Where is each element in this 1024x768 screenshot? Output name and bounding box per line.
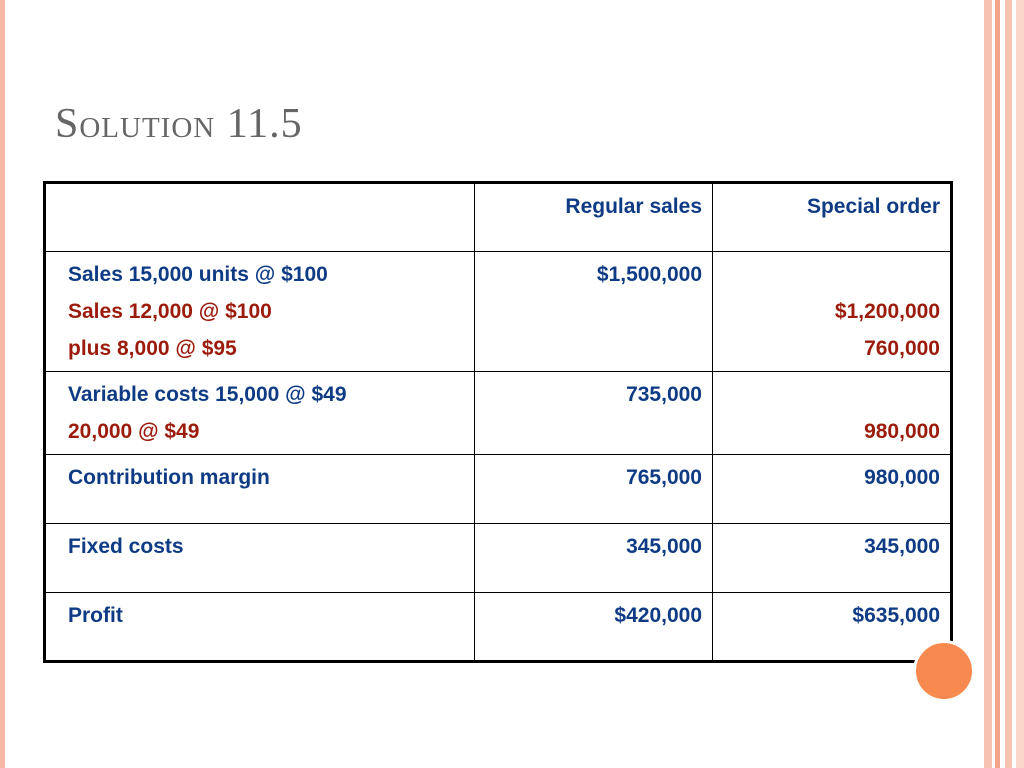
fixed-costs-row xyxy=(45,524,952,593)
sales-special-plus-value: 760,000 xyxy=(864,337,940,360)
profit-row xyxy=(45,593,952,662)
fixed-costs-label: Fixed costs xyxy=(45,524,475,593)
variable-costs-row xyxy=(45,372,952,455)
profit-label: Profit xyxy=(45,593,475,662)
sales-label-cell xyxy=(45,252,475,372)
variable-costs-regular-label: Variable costs 15,000 @ $49 xyxy=(68,383,347,406)
sales-special-value: $1,200,000 xyxy=(834,300,940,323)
variable-costs-special-label: 20,000 @ $49 xyxy=(68,420,200,443)
header-row xyxy=(45,183,952,252)
spacer xyxy=(723,256,940,293)
solution-table xyxy=(43,181,953,663)
fixed-costs-special: 345,000 xyxy=(713,524,952,593)
sales-regular-value: $1,500,000 xyxy=(596,263,702,286)
variable-costs-special-cell xyxy=(713,372,952,455)
variable-costs-label-cell xyxy=(45,372,475,455)
variable-costs-special-value: 980,000 xyxy=(864,420,940,443)
sales-regular-cell xyxy=(475,252,713,372)
sales-regular-label: Sales 15,000 units @ $100 xyxy=(68,263,328,286)
variable-costs-regular-value: 735,000 xyxy=(626,383,702,406)
profit-special: $635,000 xyxy=(713,593,952,662)
sales-special-plus-label: plus 8,000 @ $95 xyxy=(68,337,237,360)
decorative-orange-circle xyxy=(913,640,975,702)
header-special-order: Special order xyxy=(713,183,952,252)
header-empty-cell xyxy=(45,183,475,252)
variable-costs-regular-cell xyxy=(475,372,713,455)
spacer xyxy=(723,376,940,413)
sales-special-label: Sales 12,000 @ $100 xyxy=(68,300,272,323)
fixed-costs-regular: 345,000 xyxy=(475,524,713,593)
header-regular-sales: Regular sales xyxy=(475,183,713,252)
sales-special-cell xyxy=(713,252,952,372)
contribution-margin-regular: 765,000 xyxy=(475,455,713,524)
sales-row xyxy=(45,252,952,372)
contribution-margin-row xyxy=(45,455,952,524)
slide-title: Solution 11.5 xyxy=(55,101,303,147)
profit-regular: $420,000 xyxy=(475,593,713,662)
slide-right-stripes xyxy=(978,0,1024,768)
contribution-margin-label: Contribution margin xyxy=(45,455,475,524)
contribution-margin-special: 980,000 xyxy=(713,455,952,524)
slide-left-border xyxy=(0,0,5,768)
